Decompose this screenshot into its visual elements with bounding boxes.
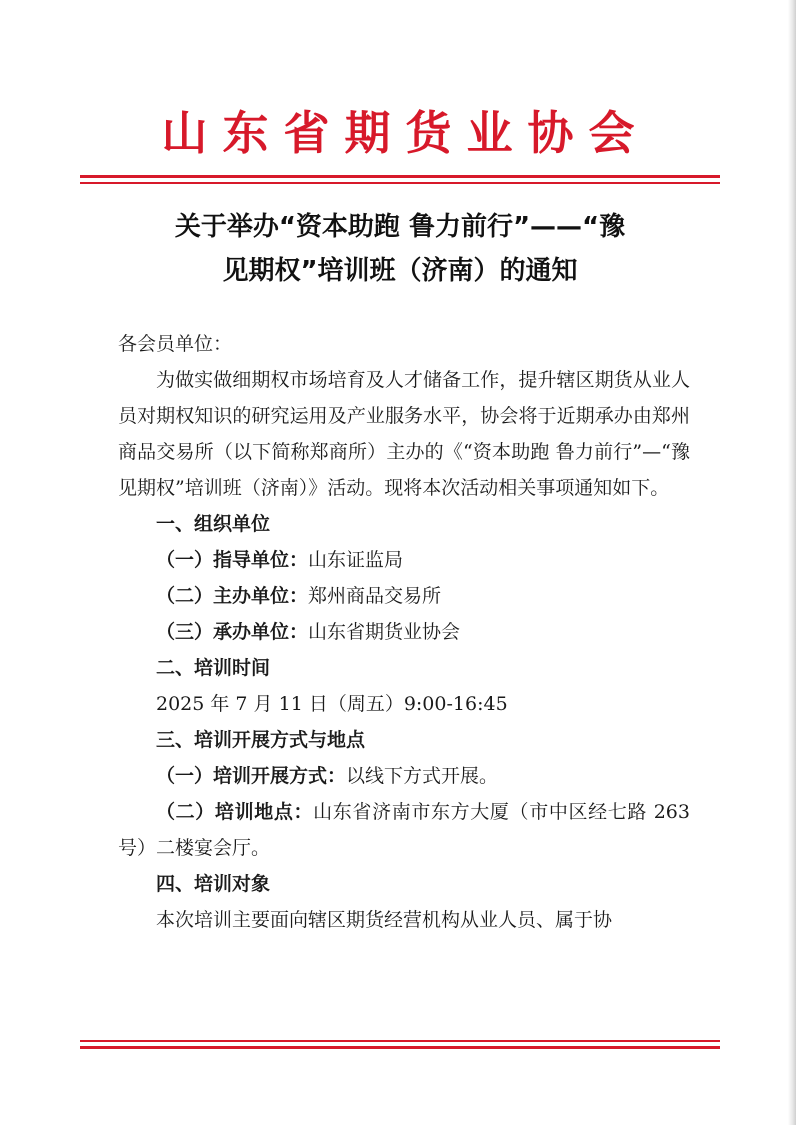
item-value: 郑州商品交易所	[308, 585, 442, 607]
header-red-rule-top	[80, 175, 720, 178]
section-4-text: 本次培训主要面向辖区期货经营机构从业人员、属于协	[156, 909, 613, 931]
header-red-rule-bottom	[80, 182, 720, 184]
item-value: 山东省济南市东方大厦（市中区经七路 263 号）二楼宴会厅。	[118, 801, 690, 859]
section-1-heading: 一、组织单位	[156, 513, 271, 535]
document-body	[118, 326, 690, 938]
section-3-item-1	[118, 758, 690, 794]
item-label: （一）指导单位：	[156, 549, 309, 571]
section-3-item-2	[118, 794, 690, 866]
item-value: 山东证监局	[308, 549, 404, 571]
scan-edge	[788, 0, 796, 1125]
section-3-heading: 三、培训开展方式与地点	[156, 729, 366, 751]
document-title	[100, 205, 700, 293]
footer-red-rule-top	[80, 1040, 720, 1042]
section-1-item-2	[118, 578, 690, 614]
item-label: （二）培训地点：	[156, 801, 314, 823]
salutation: 各会员单位：	[118, 333, 233, 355]
item-label: （一）培训开展方式：	[156, 765, 347, 787]
item-value: 以线下方式开展。	[346, 765, 499, 787]
footer-red-rule-bottom	[80, 1046, 720, 1049]
section-1-item-3	[118, 614, 690, 650]
title-line-2: 见期权”培训班（济南）的通知	[222, 256, 578, 286]
item-label: （二）主办单位：	[156, 585, 309, 607]
section-2-heading: 二、培训时间	[156, 657, 271, 679]
training-time: 2025 年 7 月 11 日（周五）9:00-16:45	[156, 693, 508, 715]
section-4-heading: 四、培训对象	[156, 873, 271, 895]
title-line-1: 关于举办“资本助跑 鲁力前行”——“豫	[174, 212, 626, 242]
section-1-item-1	[118, 542, 690, 578]
organization-header: 山东省期货业协会	[161, 106, 650, 160]
item-label: （三）承办单位：	[156, 621, 309, 643]
intro-paragraph: 为做实做细期权市场培育及人才储备工作，提升辖区期货从业人员对期权知识的研究运用及产业服务水平，协会将于近期承办由郑州商品交易所（以下简称郑商所）主办的《“资本助跑 鲁力前行”—“豫见期权”培训班（济南）》活动。现将本次活动相关事项通知如下。	[118, 369, 690, 499]
item-value: 山东省期货业协会	[308, 621, 461, 643]
